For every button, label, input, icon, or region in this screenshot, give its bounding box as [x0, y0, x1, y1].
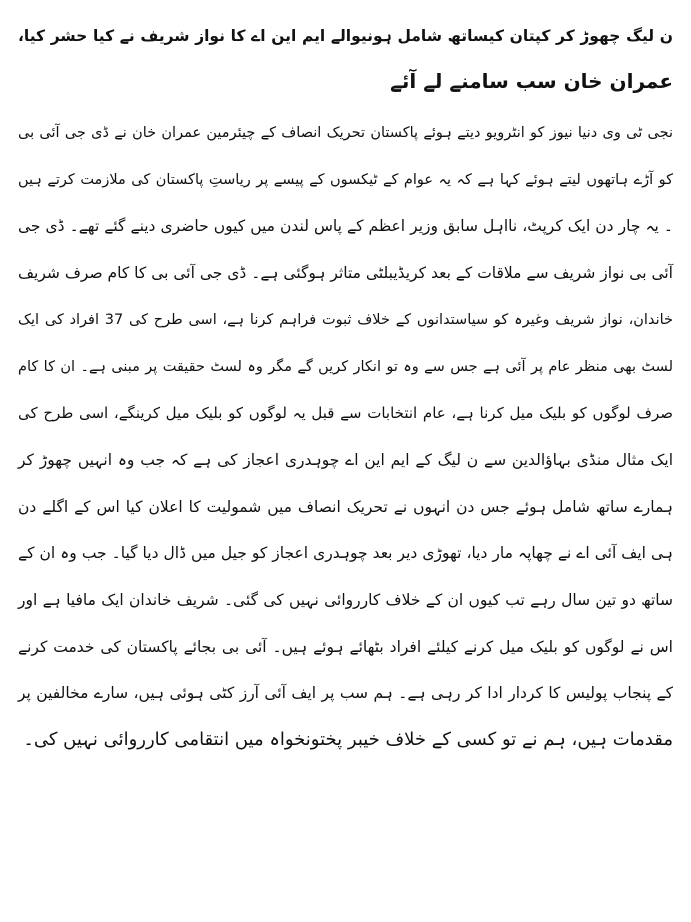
body-line: اس نے لوگوں کو بلیک میل کرنے کیلئے افراد بٹھائے ہوئے ہیں۔ آئی بی بجائے پاکستان کی خدمت کرنے: [18, 637, 673, 656]
body-line: خاندان، نواز شریف وغیرہ کو سیاستدانوں کے خلاف ثبوت فراہم کرنا ہے، اسی طرح کی 37 افراد کی ایک: [18, 311, 673, 328]
article-body: [18, 110, 673, 764]
article-headline: [18, 14, 673, 104]
body-line: مقدمات ہیں، ہم نے تو کسی کے خلاف خیبر پختونخواہ میں انتقامی کارروائی نہیں کی۔: [23, 729, 673, 751]
body-line: کو آڑے ہاتھوں لیتے ہوئے کہا ہے کہ یہ عوام کے ٹیکسوں کے پیسے پر ریاستِ پاکستان کی ملازمت کرتے ہیں: [18, 171, 673, 188]
body-line: ہمارے ساتھ شامل ہوئے جس دن انہوں نے تحریک انصاف میں شمولیت کا اعلان کیا اس کے اگلے دن: [18, 497, 673, 516]
body-line: کے پنجاب پولیس کا کردار ادا کر رہی ہے۔ ہم سب پر ایف آئی آرز کٹی ہوئی ہیں، سارے مخالفین پر: [18, 684, 673, 703]
headline-line: عمران خان سب سامنے لے آئے: [390, 69, 673, 93]
body-line: صرف لوگوں کو بلیک میل کرنا ہے، عام انتخابات سے قبل یہ لوگوں کو بلیک میل کرینگے، اسی طرح کی: [18, 404, 673, 423]
headline-line: ن لیگ چھوڑ کر کپتان کیساتھ شامل ہونیوالے ایم این اے کا نواز شریف نے کیا حشر کیا،: [18, 27, 673, 45]
article: [18, 14, 673, 764]
body-line: ساتھ دو تین سال رہے تب کیوں ان کے خلاف کارروائی نہیں کی گئی۔ شریف خاندان ایک مافیا ہے اور: [18, 591, 673, 610]
body-line: ہی ایف آئی اے نے چھاپہ مار دیا، تھوڑی دیر بعد چوہدری اعجاز کو جیل میں ڈال دیا گیا۔ جب وہ ان کے: [18, 544, 673, 563]
body-line: نجی ٹی وی دنیا نیوز کو انٹرویو دیتے ہوئے پاکستان تحریک انصاف کے چیئرمین عمران خان نے ڈی جی آئی بی: [18, 125, 673, 141]
body-line: ایک مثال منڈی بہاؤالدین سے ن لیگ کے ایم این اے چوہدری اعجاز کی ہے کہ جب وہ انہیں چھوڑ کر: [18, 450, 673, 469]
body-line: ۔ یہ چار دن ایک کرپٹ، نااہل سابق وزیر اعظم کے پاس لندن میں کیوں حاضری دینے گئے تھے۔ ڈی جی: [18, 217, 673, 236]
body-line: لسٹ بھی منظر عام پر آئی ہے جس سے وہ تو انکار کریں گے مگر وہ لسٹ حقیقت پر مبنی ہے۔ ان کا کام: [18, 358, 673, 375]
body-line: آئی بی نواز شریف سے ملاقات کے بعد کریڈیبلٹی متاثر ہوگئی ہے۔ ڈی جی آئی بی کا کام صرف شریف: [18, 264, 673, 283]
